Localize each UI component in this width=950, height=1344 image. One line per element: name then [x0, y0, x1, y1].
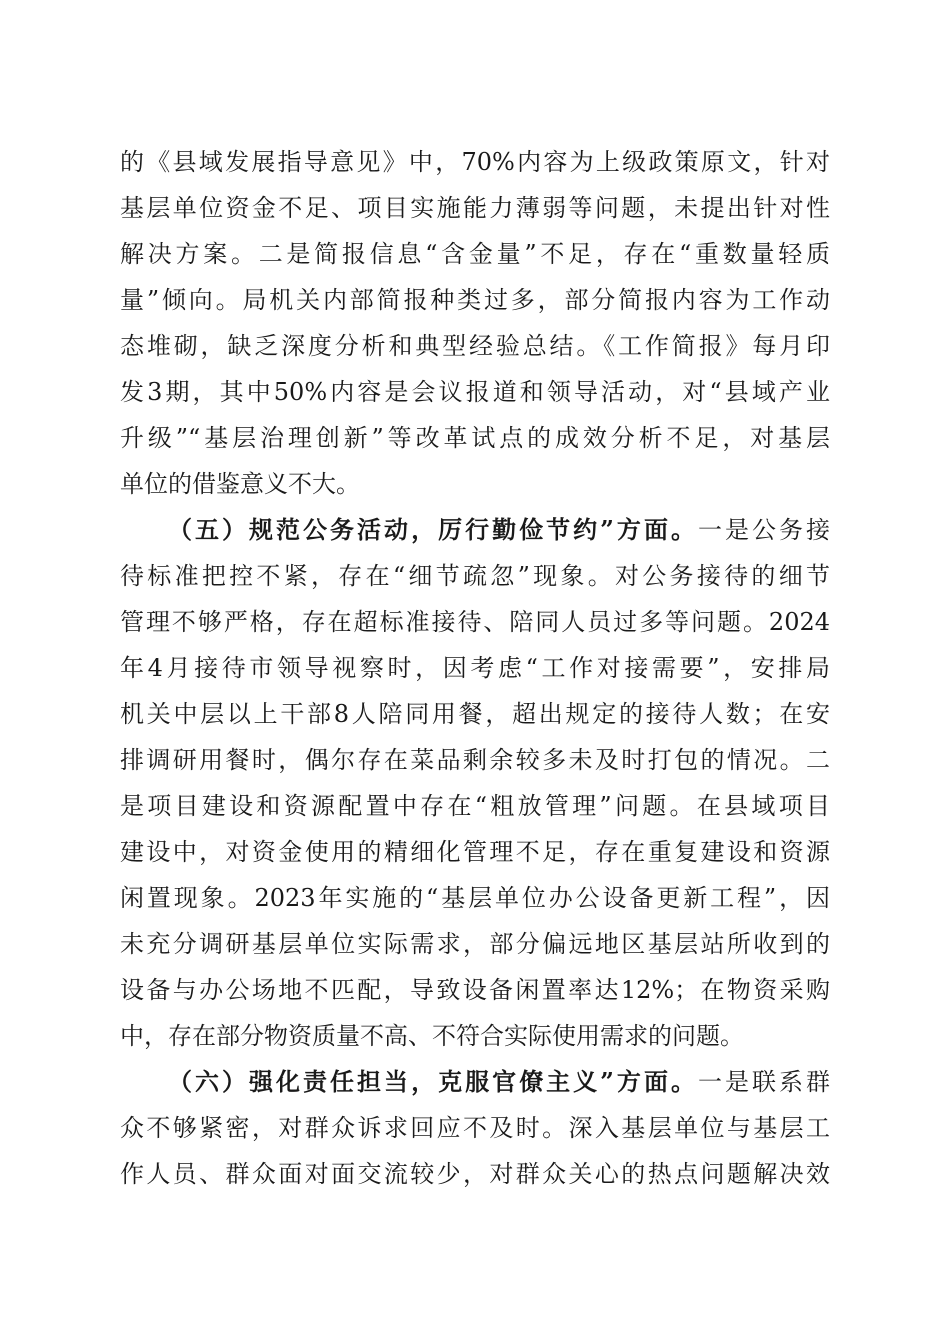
- text-line: 基层单位资金不足、项目实施能力薄弱等问题，未提出针对性: [120, 194, 830, 222]
- text-line: 未充分调研基层单位实际需求，部分偏远地区基层站所收到的: [120, 930, 830, 958]
- text-line: 待标准把控不紧，存在“细节疏忽”现象。对公务接待的细节: [120, 562, 830, 590]
- text-line: 闲置现象。2023年实施的“基层单位办公设备更新工程”，因: [120, 884, 830, 912]
- text-line: 升级”“基层治理创新”等改革试点的成效分析不足，对基层: [120, 424, 830, 452]
- text-line: 中，存在部分物资质量不高、不符合实际使用需求的问题。: [120, 1022, 744, 1050]
- text-line: 态堆砌，缺乏深度分析和典型经验总结。《工作简报》每月印: [120, 332, 830, 360]
- text-run: 一是公务接: [697, 516, 830, 544]
- text-line: 年4月接待市领导视察时，因考虑“工作对接需要”，安排局: [120, 654, 830, 682]
- text-line: 排调研用餐时，偶尔存在菜品剩余较多未及时打包的情况。二: [120, 746, 830, 774]
- text-line: 解决方案。二是简报信息“含金量”不足，存在“重数量轻质: [120, 240, 830, 268]
- text-run: 一是联系群: [697, 1068, 830, 1096]
- section-heading-line: [168, 1062, 830, 1102]
- section-heading-six: （六）强化责任担当，克服官僚主义”方面。: [168, 1067, 698, 1096]
- text-line: 机关中层以上干部8人陪同用餐，超出规定的接待人数；在安: [120, 700, 830, 728]
- text-line: 单位的借鉴意义不大。: [120, 470, 360, 498]
- text-line: 建设中，对资金使用的精细化管理不足，存在重复建设和资源: [120, 838, 830, 866]
- text-line: 发3期，其中50%内容是会议报道和领导活动，对“县域产业: [120, 378, 830, 406]
- text-line: 的《县域发展指导意见》中，70%内容为上级政策原文，针对: [120, 148, 830, 176]
- text-line: 众不够紧密，对群众诉求回应不及时。深入基层单位与基层工: [120, 1114, 830, 1142]
- section-heading-five: （五）规范公务活动，厉行勤俭节约”方面。: [168, 515, 698, 544]
- text-line: 作人员、群众面对面交流较少，对群众关心的热点问题解决效: [120, 1160, 830, 1188]
- section-heading-line: [168, 510, 830, 550]
- text-line: 管理不够严格，存在超标准接待、陪同人员过多等问题。2024: [120, 608, 830, 636]
- text-line: 量”倾向。局机关内部简报种类过多，部分简报内容为工作动: [120, 286, 830, 314]
- text-line: 设备与办公场地不匹配，导致设备闲置率达12%；在物资采购: [120, 976, 830, 1004]
- text-line: 是项目建设和资源配置中存在“粗放管理”问题。在县域项目: [120, 792, 830, 820]
